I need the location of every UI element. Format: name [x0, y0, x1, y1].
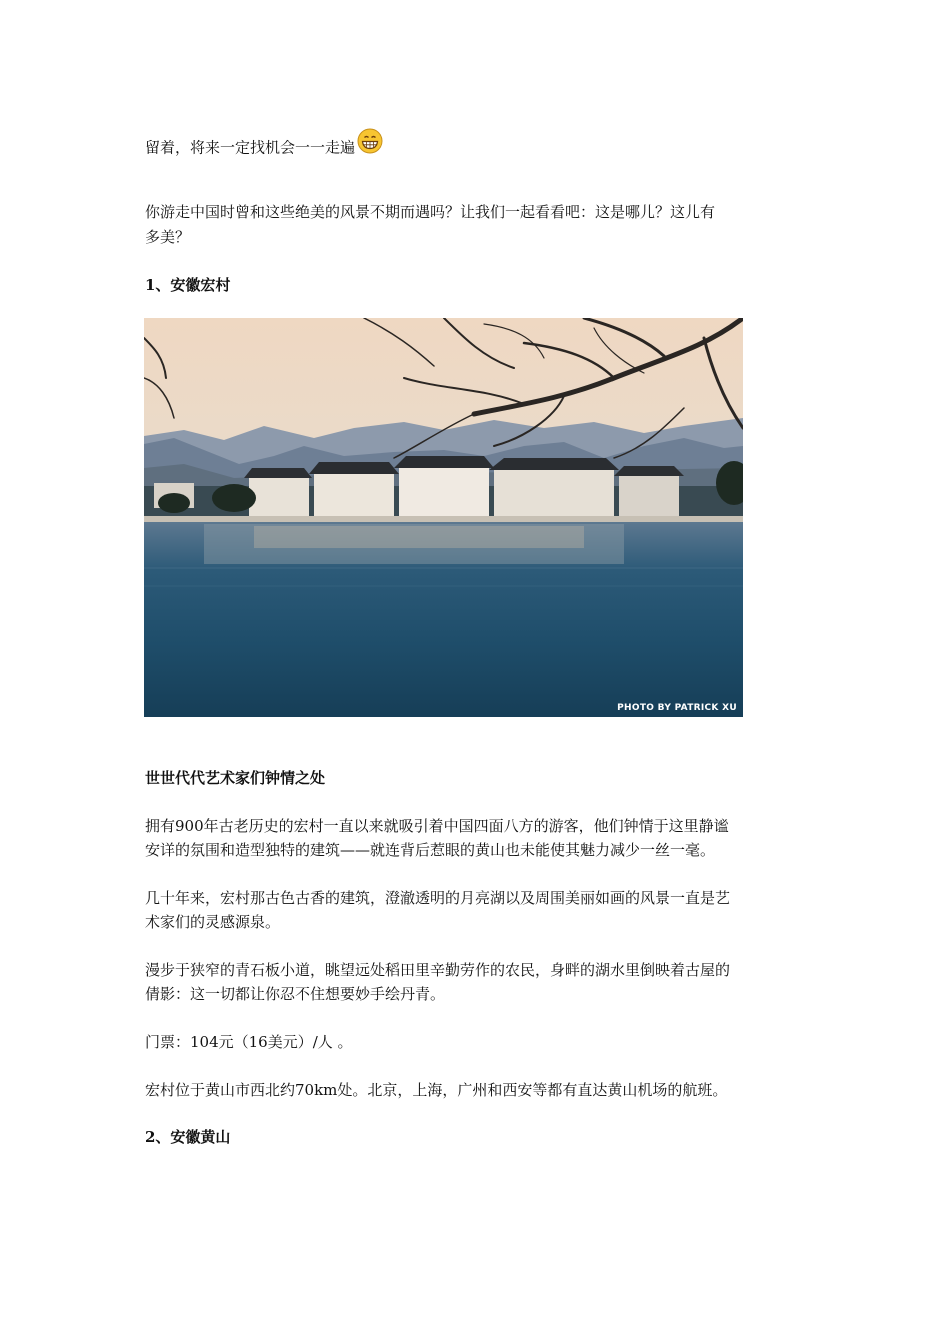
intro-paragraph-line-2: 多美？ — [145, 228, 191, 246]
intro-paragraph-line-1: 你游走中国时曾和这些绝美的风景不期而遇吗？让我们一起看看吧：这是哪儿？这儿有 — [145, 203, 716, 221]
paragraph-3-line-2: 倩影：这一切都让你忍不住想要妙手绘丹青。 — [145, 985, 446, 1003]
intro-text: 留着，将来一定找机会一一走遍 — [145, 138, 356, 157]
paragraph-1-line-2: 安详的氛围和造型独特的建筑——就连背后惹眼的黄山也未能使其魅力减少一丝一毫。 — [145, 841, 716, 859]
section-heading-huangshan: 2、安徽黄山 — [145, 1128, 231, 1146]
paragraph-2-line-1: 几十年来，宏村那古色古香的建筑，澄澈透明的月亮湖以及周围美丽如画的风景一直是艺 — [145, 889, 731, 907]
paragraph-3-line-1: 漫步于狭窄的青石板小道，眺望远处稻田里辛勤劳作的农民，身畔的湖水里倒映着古屋的 — [145, 961, 731, 979]
ticket-info: 门票：104元（16美元）/人 。 — [145, 1033, 353, 1051]
subheading: 世世代代艺术家们钟情之处 — [145, 769, 326, 787]
hongcun-photo — [144, 318, 743, 717]
section-heading-hongcun: 1、安徽宏村 — [145, 276, 231, 294]
photo-credit: PHOTO BY PATRICK XU — [617, 703, 737, 713]
paragraph-2-line-2: 术家们的灵感源泉。 — [145, 913, 281, 931]
grinning-face-icon — [357, 128, 383, 161]
intro-line — [145, 132, 383, 165]
paragraph-1-line-1: 拥有900年古老历史的宏村一直以来就吸引着中国四面八方的游客，他们钟情于这里静谧 — [145, 817, 729, 835]
location-info: 宏村位于黄山市西北约70km处。北京，上海，广州和西安等都有直达黄山机场的航班。 — [145, 1081, 728, 1099]
